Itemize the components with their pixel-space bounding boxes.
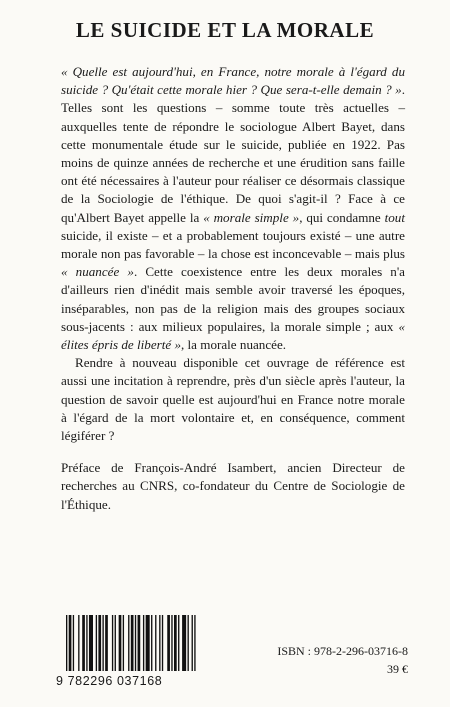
quote-morale-simple: « morale simple » — [203, 209, 300, 225]
barcode-bar — [89, 615, 93, 671]
emphasis-tout: tout — [384, 209, 405, 225]
quote-elites: « élites épris de liberté » — [61, 318, 405, 353]
barcode-bar — [123, 615, 124, 671]
barcode-bar — [155, 615, 156, 671]
text-segment: . Telles sont les questions – somme toute très actuelles – auxquelles tente de répondre le sociologue Albert Bayet, dans cette monumentale étude sur le suicide, publiée en 1922. Pas moins de quinze années de recherche et une érudition sans faille ont été nécessaires à l'auteur pour réaliser ce désormais classique de la Sociologie de l'éthique. De quoi s'agit-il ? Face à ce qu'Albert Bayet appelle la — [61, 82, 405, 225]
barcode-digits: 9 782296 037168 — [56, 674, 163, 688]
quote-question: « Quelle est aujourd'hui, en France, notre morale à l'égard du suicide ? Qu'était cette morale hier ? Que sera-t-elle demain ? » — [61, 64, 405, 98]
barcode-bar — [119, 615, 122, 671]
barcode-bar — [171, 615, 172, 671]
barcode-bar — [66, 615, 67, 671]
barcode-bar — [138, 615, 141, 671]
barcode-bar — [86, 615, 87, 671]
barcode-bar — [105, 615, 108, 671]
quote-nuancee: « nuancée » — [61, 264, 134, 280]
barcode-bar — [143, 615, 144, 671]
barcode-bar — [82, 615, 85, 671]
barcode-bar — [159, 615, 160, 671]
barcode-bar — [174, 615, 177, 671]
barcode-bar — [167, 615, 170, 671]
barcode-bar — [128, 615, 129, 671]
barcode-bar — [178, 615, 179, 671]
text-segment: . Cette coexistence entre les deux morales n'a d'ailleurs rien d'inédit mais semble avoir traversé les époques, inséparables, non pas de la religion mais des groupes sociaux sous-jacents : aux milieux populaires, la morale simple ; aux — [61, 264, 405, 334]
text-segment: , la morale nuancée. — [181, 337, 287, 353]
barcode-bar — [151, 615, 152, 671]
barcode-bar — [131, 615, 134, 671]
barcode-bar — [135, 615, 136, 671]
barcode-bar — [102, 615, 103, 671]
barcode-bar — [115, 615, 116, 671]
isbn: ISBN : 978-2-296-03716-8 — [277, 644, 408, 658]
barcode-bar — [162, 615, 163, 671]
barcode-bars — [56, 615, 224, 673]
barcode-bar — [182, 615, 186, 671]
paragraph-preface: Préface de François-André Isambert, ancien Directeur de recherches au CNRS, co-fondateur du Centre de Sociologie de l'Éthique. — [61, 460, 405, 512]
text-segment: , qui condamne — [299, 209, 385, 225]
barcode-bar — [69, 615, 72, 671]
barcode-bar — [194, 615, 195, 671]
barcode-bar — [96, 615, 97, 671]
barcode-bar — [192, 615, 193, 671]
barcode-bar — [98, 615, 101, 671]
barcode-bar — [146, 615, 150, 671]
barcode-bar — [188, 615, 189, 671]
text-segment: suicide, il existe – et a probablement toujours existé – une autre morale non pas favorable – la chose est inconcevable – mais plus — [61, 227, 405, 262]
barcode-bar — [112, 615, 113, 671]
cover-text — [61, 63, 405, 514]
price: 39 € — [387, 662, 408, 676]
barcode-bar — [73, 615, 74, 671]
barcode-bar — [78, 615, 79, 671]
paragraph-availability: Rendre à nouveau disponible cet ouvrage de référence est aussi une incitation à reprendre, près d'un siècle après l'auteur, la question de savoir quelle est aujourd'hui en France notre morale à l'égard de la mort volontaire et, en conséquence, comment légiférer ? — [61, 355, 405, 444]
barcode — [56, 615, 224, 697]
book-title: LE SUICIDE ET LA MORALE — [75, 18, 375, 42]
paragraph-intro — [61, 63, 405, 354]
